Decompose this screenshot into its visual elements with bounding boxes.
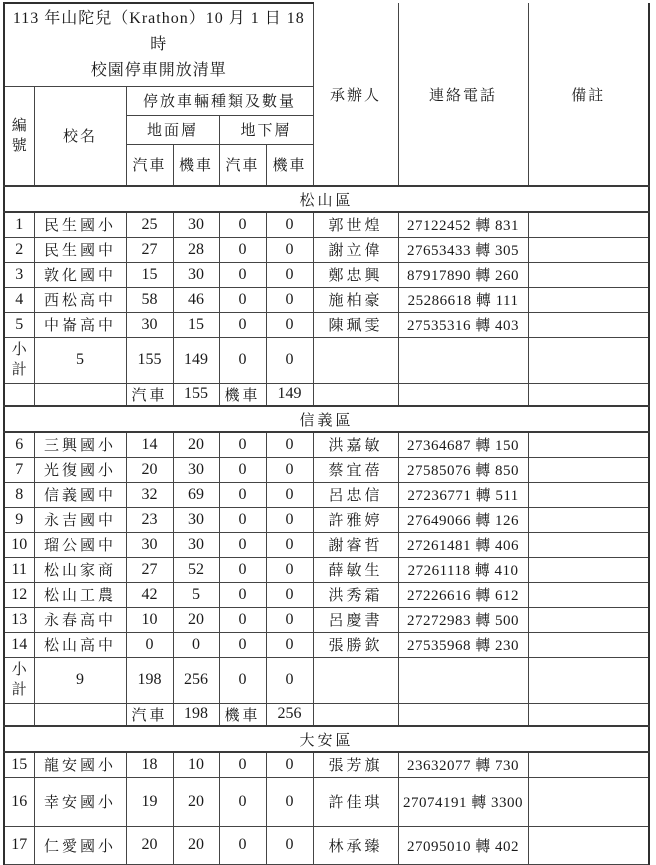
school-data-row [4, 582, 649, 607]
row-number-cell: 12 [4, 582, 34, 607]
total-car-count-cell: 198 [173, 703, 219, 726]
ground-motorcycle-count-cell: 20 [173, 826, 219, 864]
ground-motorcycle-count-cell: 30 [173, 457, 219, 482]
subtotal-basement-car-cell: 0 [219, 337, 266, 383]
total-person-empty-cell [313, 383, 398, 406]
row-number-cell: 5 [4, 312, 34, 337]
ground-car-count-cell: 32 [126, 482, 173, 507]
remark-cell [528, 632, 649, 657]
subtotal-ground-motorcycle-cell: 149 [173, 337, 219, 383]
ground-car-count-cell: 27 [126, 237, 173, 262]
ground-motorcycle-count-cell: 20 [173, 777, 219, 826]
ground-car-count-cell: 27 [126, 557, 173, 582]
contact-phone-cell: 27535316 轉 403 [398, 312, 528, 337]
subtotal-remark-empty-cell [528, 337, 649, 383]
row-number-cell: 13 [4, 607, 34, 632]
ground-motorcycle-count-cell: 30 [173, 212, 219, 237]
school-name-cell: 中崙高中 [34, 312, 126, 337]
school-data-row [4, 482, 649, 507]
remark-cell [528, 457, 649, 482]
subtotal-basement-car-cell: 0 [219, 657, 266, 703]
subtotal-ground-motorcycle-cell: 256 [173, 657, 219, 703]
school-data-row [4, 287, 649, 312]
district-section-header: 大安區 [4, 726, 649, 752]
ground-car-count-cell: 20 [126, 826, 173, 864]
remark-cell [528, 752, 649, 777]
district-section-row [4, 186, 649, 212]
row-number-cell: 15 [4, 752, 34, 777]
subtotal-basement-motorcycle-cell: 0 [266, 337, 313, 383]
remark-cell [528, 607, 649, 632]
total-motorcycle-count-cell: 256 [266, 703, 313, 726]
remark-cell [528, 237, 649, 262]
row-number-cell: 6 [4, 432, 34, 457]
contact-phone-cell: 27261481 轉 406 [398, 532, 528, 557]
school-data-row [4, 532, 649, 557]
district-section-row [4, 726, 649, 752]
subtotal-ground-car-cell: 198 [126, 657, 173, 703]
basement-car-count-cell: 0 [219, 557, 266, 582]
remark-cell [528, 482, 649, 507]
school-data-row [4, 237, 649, 262]
school-name-cell: 敦化國中 [34, 262, 126, 287]
school-data-row [4, 607, 649, 632]
basement-motorcycle-count-cell: 0 [266, 507, 313, 532]
contact-phone-cell: 23632077 轉 730 [398, 752, 528, 777]
subtotal-school-count-cell: 9 [34, 657, 126, 703]
basement-car-count-cell: 0 [219, 287, 266, 312]
school-name-cell: 民生國中 [34, 237, 126, 262]
total-remark-empty-cell [528, 383, 649, 406]
remark-cell [528, 582, 649, 607]
basement-car-count-cell: 0 [219, 582, 266, 607]
contact-person-cell: 洪秀霜 [313, 582, 398, 607]
school-name-cell: 三興國小 [34, 432, 126, 457]
col-header-contact-person: 承辦人 [313, 3, 398, 186]
remark-cell [528, 507, 649, 532]
contact-person-cell: 鄭忠興 [313, 262, 398, 287]
ground-motorcycle-count-cell: 30 [173, 507, 219, 532]
total-school-empty-cell [34, 383, 126, 406]
contact-phone-cell: 27261118 轉 410 [398, 557, 528, 582]
ground-motorcycle-count-cell: 30 [173, 262, 219, 287]
contact-person-cell: 施柏豪 [313, 287, 398, 312]
contact-person-cell: 呂慶書 [313, 607, 398, 632]
ground-car-count-cell: 20 [126, 457, 173, 482]
ground-car-count-cell: 0 [126, 632, 173, 657]
basement-motorcycle-count-cell: 0 [266, 557, 313, 582]
row-number-cell: 17 [4, 826, 34, 864]
total-motorcycle-label-cell: 機車 [219, 383, 266, 406]
basement-car-count-cell: 0 [219, 777, 266, 826]
ground-car-count-cell: 58 [126, 287, 173, 312]
contact-person-cell: 許佳琪 [313, 777, 398, 826]
remark-cell [528, 432, 649, 457]
row-number-cell: 3 [4, 262, 34, 287]
ground-motorcycle-count-cell: 69 [173, 482, 219, 507]
basement-motorcycle-count-cell: 0 [266, 752, 313, 777]
contact-person-cell: 林承臻 [313, 826, 398, 864]
row-number-cell: 8 [4, 482, 34, 507]
total-number-empty-cell [4, 703, 34, 726]
row-number-cell: 11 [4, 557, 34, 582]
row-number-cell: 2 [4, 237, 34, 262]
contact-phone-cell: 27122452 轉 831 [398, 212, 528, 237]
ground-motorcycle-count-cell: 52 [173, 557, 219, 582]
remark-cell [528, 557, 649, 582]
contact-phone-cell: 27653433 轉 305 [398, 237, 528, 262]
school-name-cell: 瑠公國中 [34, 532, 126, 557]
col-header-ground-level: 地面層 [126, 115, 219, 144]
school-name-cell: 仁愛國小 [34, 826, 126, 864]
district-section-header: 松山區 [4, 186, 649, 212]
col-header-ground-motorcycle: 機車 [173, 144, 219, 186]
col-header-basement-car: 汽車 [219, 144, 266, 186]
subtotal-person-empty-cell [313, 337, 398, 383]
school-data-row [4, 826, 649, 864]
school-name-cell: 幸安國小 [34, 777, 126, 826]
subtotal-label-cell: 小計 [4, 337, 34, 383]
basement-motorcycle-count-cell: 0 [266, 826, 313, 864]
subtotal-remark-empty-cell [528, 657, 649, 703]
school-data-row [4, 432, 649, 457]
basement-motorcycle-count-cell: 0 [266, 262, 313, 287]
parking-list-table [3, 2, 650, 865]
total-person-empty-cell [313, 703, 398, 726]
district-total-row [4, 383, 649, 406]
ground-car-count-cell: 23 [126, 507, 173, 532]
total-phone-empty-cell [398, 703, 528, 726]
basement-motorcycle-count-cell: 0 [266, 582, 313, 607]
subtotal-phone-empty-cell [398, 337, 528, 383]
basement-motorcycle-count-cell: 0 [266, 777, 313, 826]
basement-motorcycle-count-cell: 0 [266, 607, 313, 632]
basement-car-count-cell: 0 [219, 632, 266, 657]
school-name-cell: 西松高中 [34, 287, 126, 312]
total-car-count-cell: 155 [173, 383, 219, 406]
remark-cell [528, 312, 649, 337]
school-name-cell: 光復國小 [34, 457, 126, 482]
basement-car-count-cell: 0 [219, 826, 266, 864]
basement-car-count-cell: 0 [219, 262, 266, 287]
row-number-cell: 1 [4, 212, 34, 237]
contact-person-cell: 張勝欽 [313, 632, 398, 657]
subtotal-ground-car-cell: 155 [126, 337, 173, 383]
ground-car-count-cell: 25 [126, 212, 173, 237]
col-header-vehicle-types: 停放車輛種類及數量 [126, 86, 313, 115]
ground-motorcycle-count-cell: 46 [173, 287, 219, 312]
district-section-row [4, 406, 649, 432]
col-header-basement-motorcycle: 機車 [266, 144, 313, 186]
contact-person-cell: 謝立偉 [313, 237, 398, 262]
basement-motorcycle-count-cell: 0 [266, 632, 313, 657]
total-school-empty-cell [34, 703, 126, 726]
contact-phone-cell: 27585076 轉 850 [398, 457, 528, 482]
district-total-row [4, 703, 649, 726]
contact-person-cell: 呂忠信 [313, 482, 398, 507]
contact-person-cell: 許雅婷 [313, 507, 398, 532]
school-data-row [4, 632, 649, 657]
ground-car-count-cell: 10 [126, 607, 173, 632]
total-remark-empty-cell [528, 703, 649, 726]
subtotal-phone-empty-cell [398, 657, 528, 703]
basement-car-count-cell: 0 [219, 237, 266, 262]
col-header-remarks: 備註 [528, 3, 649, 186]
ground-motorcycle-count-cell: 10 [173, 752, 219, 777]
basement-car-count-cell: 0 [219, 607, 266, 632]
basement-car-count-cell: 0 [219, 212, 266, 237]
ground-car-count-cell: 18 [126, 752, 173, 777]
school-name-cell: 松山高中 [34, 632, 126, 657]
basement-motorcycle-count-cell: 0 [266, 532, 313, 557]
remark-cell [528, 777, 649, 826]
contact-person-cell: 薛敏生 [313, 557, 398, 582]
document-title-line2: 校園停車開放清單 [90, 61, 227, 79]
school-data-row [4, 262, 649, 287]
ground-car-count-cell: 30 [126, 532, 173, 557]
subtotal-label-cell: 小計 [4, 657, 34, 703]
col-header-contact-phone: 連絡電話 [398, 3, 528, 186]
ground-motorcycle-count-cell: 28 [173, 237, 219, 262]
school-name-cell: 永吉國中 [34, 507, 126, 532]
ground-car-count-cell: 30 [126, 312, 173, 337]
basement-car-count-cell: 0 [219, 432, 266, 457]
school-data-row [4, 457, 649, 482]
district-subtotal-row [4, 337, 649, 383]
subtotal-school-count-cell: 5 [34, 337, 126, 383]
remark-cell [528, 212, 649, 237]
school-name-cell: 松山工農 [34, 582, 126, 607]
ground-motorcycle-count-cell: 20 [173, 432, 219, 457]
school-data-row [4, 752, 649, 777]
basement-motorcycle-count-cell: 0 [266, 287, 313, 312]
ground-motorcycle-count-cell: 0 [173, 632, 219, 657]
row-number-cell: 9 [4, 507, 34, 532]
col-header-school-name: 校名 [34, 86, 126, 186]
contact-phone-cell: 27272983 轉 500 [398, 607, 528, 632]
contact-person-cell: 陳珮雯 [313, 312, 398, 337]
school-name-cell: 松山家商 [34, 557, 126, 582]
ground-car-count-cell: 15 [126, 262, 173, 287]
contact-phone-cell: 27236771 轉 511 [398, 482, 528, 507]
basement-motorcycle-count-cell: 0 [266, 212, 313, 237]
contact-phone-cell: 27095010 轉 402 [398, 826, 528, 864]
contact-phone-cell: 87917890 轉 260 [398, 262, 528, 287]
basement-car-count-cell: 0 [219, 482, 266, 507]
remark-cell [528, 262, 649, 287]
contact-phone-cell: 25286618 轉 111 [398, 287, 528, 312]
basement-motorcycle-count-cell: 0 [266, 312, 313, 337]
basement-motorcycle-count-cell: 0 [266, 482, 313, 507]
total-car-label-cell: 汽車 [126, 703, 173, 726]
subtotal-person-empty-cell [313, 657, 398, 703]
row-number-cell: 16 [4, 777, 34, 826]
contact-phone-cell: 27364687 轉 150 [398, 432, 528, 457]
ground-car-count-cell: 19 [126, 777, 173, 826]
ground-car-count-cell: 42 [126, 582, 173, 607]
basement-motorcycle-count-cell: 0 [266, 457, 313, 482]
district-section-header: 信義區 [4, 406, 649, 432]
total-motorcycle-label-cell: 機車 [219, 703, 266, 726]
basement-car-count-cell: 0 [219, 507, 266, 532]
school-name-cell: 民生國小 [34, 212, 126, 237]
contact-person-cell: 洪嘉敏 [313, 432, 398, 457]
ground-motorcycle-count-cell: 20 [173, 607, 219, 632]
remark-cell [528, 287, 649, 312]
row-number-cell: 10 [4, 532, 34, 557]
col-header-basement-level: 地下層 [219, 115, 313, 144]
school-name-cell: 龍安國小 [34, 752, 126, 777]
school-data-row [4, 557, 649, 582]
col-header-ground-car: 汽車 [126, 144, 173, 186]
contact-person-cell: 蔡宜蓓 [313, 457, 398, 482]
school-data-row [4, 212, 649, 237]
contact-person-cell: 郭世煌 [313, 212, 398, 237]
total-phone-empty-cell [398, 383, 528, 406]
contact-person-cell: 謝睿哲 [313, 532, 398, 557]
row-number-cell: 14 [4, 632, 34, 657]
ground-motorcycle-count-cell: 15 [173, 312, 219, 337]
document-title-line1: 113 年山陀兒（Krathon）10 月 1 日 18 時 [12, 9, 305, 53]
ground-motorcycle-count-cell: 5 [173, 582, 219, 607]
basement-car-count-cell: 0 [219, 752, 266, 777]
school-data-row [4, 507, 649, 532]
contact-phone-cell: 27649066 轉 126 [398, 507, 528, 532]
total-number-empty-cell [4, 383, 34, 406]
remark-cell [528, 532, 649, 557]
basement-motorcycle-count-cell: 0 [266, 237, 313, 262]
contact-phone-cell: 27535968 轉 230 [398, 632, 528, 657]
district-subtotal-row [4, 657, 649, 703]
col-header-number: 編號 [4, 86, 34, 186]
remark-cell [528, 826, 649, 864]
contact-phone-cell: 27074191 轉 3300 [398, 777, 528, 826]
contact-person-cell: 張芳旗 [313, 752, 398, 777]
school-data-row [4, 312, 649, 337]
contact-phone-cell: 27226616 轉 612 [398, 582, 528, 607]
basement-car-count-cell: 0 [219, 457, 266, 482]
basement-car-count-cell: 0 [219, 532, 266, 557]
document-title [4, 3, 313, 86]
basement-car-count-cell: 0 [219, 312, 266, 337]
ground-motorcycle-count-cell: 30 [173, 532, 219, 557]
school-name-cell: 永春高中 [34, 607, 126, 632]
ground-car-count-cell: 14 [126, 432, 173, 457]
row-number-cell: 7 [4, 457, 34, 482]
row-number-cell: 4 [4, 287, 34, 312]
school-data-row [4, 777, 649, 826]
total-motorcycle-count-cell: 149 [266, 383, 313, 406]
school-name-cell: 信義國中 [34, 482, 126, 507]
basement-motorcycle-count-cell: 0 [266, 432, 313, 457]
total-car-label-cell: 汽車 [126, 383, 173, 406]
subtotal-basement-motorcycle-cell: 0 [266, 657, 313, 703]
